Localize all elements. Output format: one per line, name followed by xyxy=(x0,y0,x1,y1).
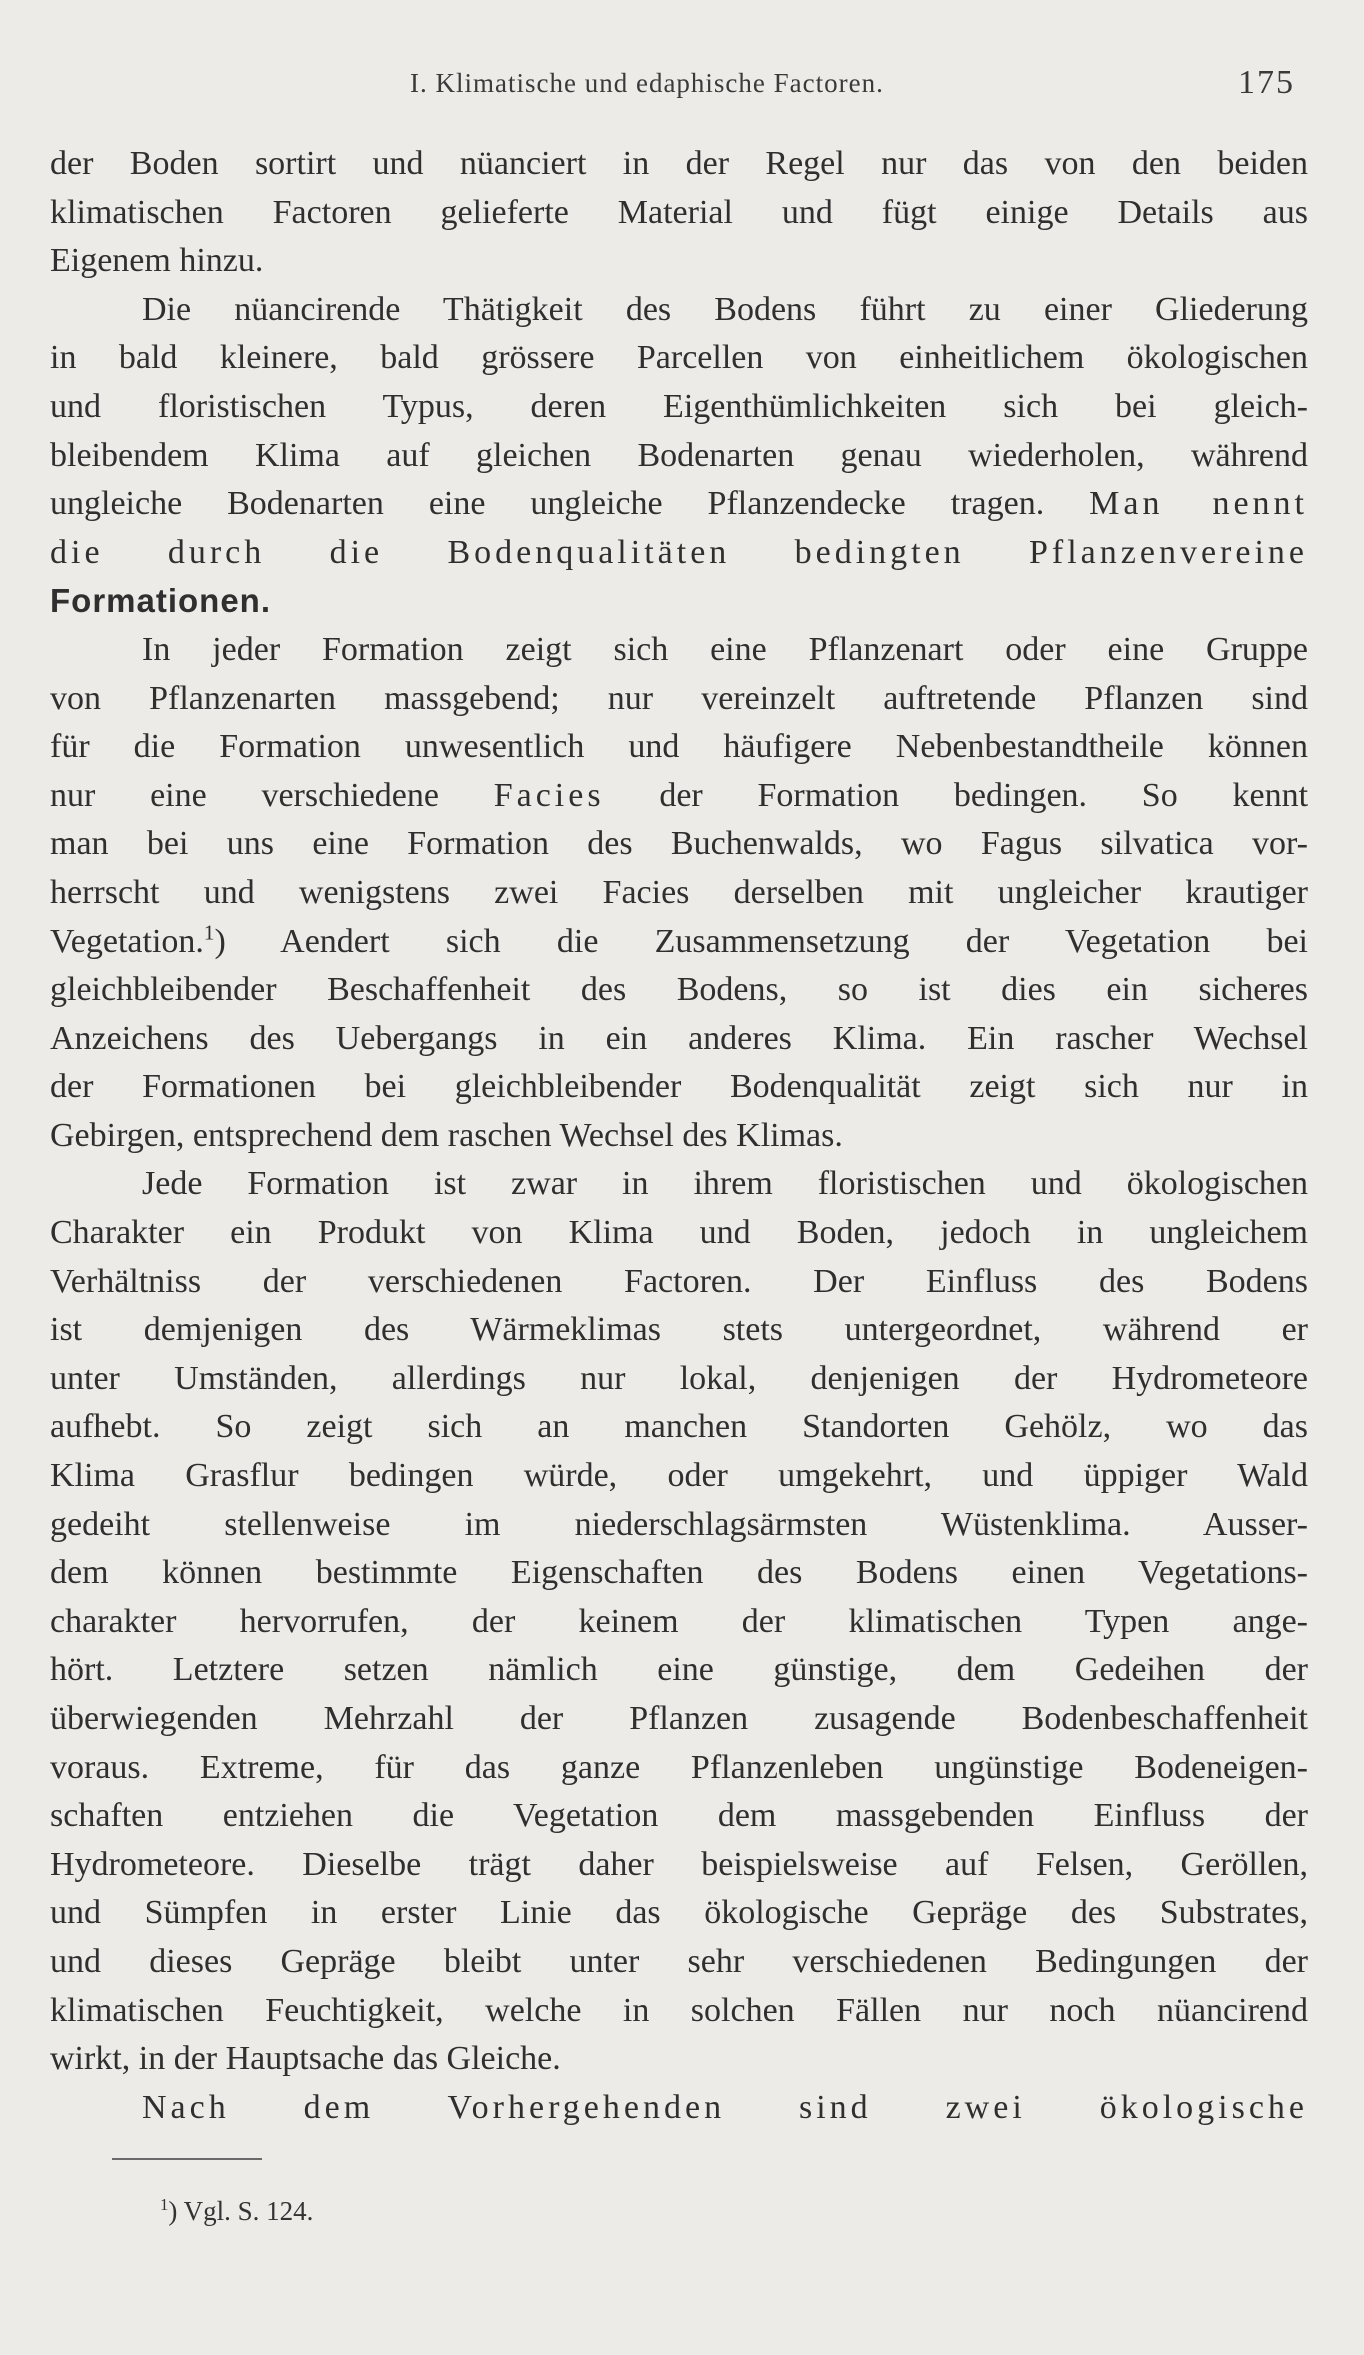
spaced-text: Facies xyxy=(493,776,605,814)
footnote-rule xyxy=(112,2158,262,2160)
text-line: klimatischen Factoren gelieferte Material und fügt einige Details aus xyxy=(50,193,1308,231)
text-line: Hydrometeore. Dieselbe trägt daher beispielsweise auf Felsen, Geröllen, xyxy=(50,1845,1308,1883)
text-line: Jede Formation ist zwar in ihrem floristischen und ökologischen xyxy=(142,1165,1308,1203)
spaced-text: Man nennt xyxy=(1089,485,1308,523)
text-line: Klima Grasflur bedingen würde, oder umgekehrt, und üppiger Wald xyxy=(50,1457,1308,1495)
text-line: Die nüancirende Thätigkeit des Bodens führt zu einer Gliederung xyxy=(142,290,1308,328)
text-line: gedeiht stellenweise im niederschlagsärmsten Wüstenklima. Ausser- xyxy=(50,1505,1308,1543)
text-line: der Boden sortirt und nüanciert in der Regel nur das von den beiden xyxy=(50,145,1308,182)
text-line: Charakter ein Produkt von Klima und Boden, jedoch in ungleichem xyxy=(50,1214,1308,1252)
footnote-mark: 1 xyxy=(160,2194,169,2214)
bold-term: Formationen. xyxy=(50,582,272,620)
text-line: wirkt, in der Hauptsache das Gleiche. xyxy=(50,2040,561,2078)
text-line: unter Umständen, allerdings nur lokal, denjenigen der Hydrometeore xyxy=(50,1359,1308,1397)
text-line: und floristischen Typus, deren Eigenthümlichkeiten sich bei gleich- xyxy=(50,387,1308,425)
text-segment: Vegetation. xyxy=(50,922,204,960)
running-head xyxy=(0,62,1364,112)
text-line xyxy=(50,772,1308,821)
text-line: und Sümpfen in erster Linie das ökologische Gepräge des Substrates, xyxy=(50,1894,1308,1932)
text-line: aufhebt. So zeigt sich an manchen Standorten Gehölz, wo das xyxy=(50,1408,1308,1446)
text-line: dem können bestimmte Eigenschaften des Bodens einen Vegetations- xyxy=(50,1554,1308,1592)
text-line: bleibendem Klima auf gleichen Bodenarten genau wiederholen, während xyxy=(50,436,1308,474)
text-line: von Pflanzenarten massgebend; nur vereinzelt auftretende Pflanzen sind xyxy=(50,679,1308,717)
text-line: Verhältniss der verschiedenen Factoren. Der Einfluss des Bodens xyxy=(50,1262,1308,1300)
text-line: und dieses Gepräge bleibt unter sehr verschiedenen Bedingungen der xyxy=(50,1942,1308,1980)
text-line xyxy=(50,480,1308,529)
text-segment: Aendert sich die Zusammensetzung der Vegetation bei xyxy=(280,922,1308,960)
page-number: 175 xyxy=(1238,64,1295,101)
text-line: Vegetation.$^1$) Aendert sich die Zusammensetzung der Vegetation bei xyxy=(50,919,1308,960)
footnote-text: ) Vgl. S. 124. xyxy=(168,2196,314,2226)
footnote-reference: 1 xyxy=(203,919,215,944)
text-line: gleichbleibender Beschaffenheit des Bodens, so ist dies ein sicheres xyxy=(50,971,1308,1009)
text-line: Eigenem hinzu. xyxy=(50,242,264,280)
text-line: klimatischen Feuchtigkeit, welche in solchen Fällen nur noch nüancirend xyxy=(50,1991,1308,2029)
text-line: herrscht und wenigstens zwei Facies derselben mit ungleicher krautiger xyxy=(50,873,1308,911)
text-line: ist demjenigen des Wärmeklimas stets untergeordnet, während er xyxy=(50,1311,1308,1349)
text-line: hört. Letztere setzen nämlich eine günstige, dem Gedeihen der xyxy=(50,1651,1308,1689)
text-line: überwiegenden Mehrzahl der Pflanzen zusagende Bodenbeschaffenheit xyxy=(50,1700,1308,1737)
text-line: der Formationen bei gleichbleibender Bodenqualität zeigt sich nur in xyxy=(50,1068,1308,1106)
text-line: man bei uns eine Formation des Buchenwalds, wo Fagus silvatica vor- xyxy=(50,825,1308,863)
text-line: In jeder Formation zeigt sich eine Pflanzenart oder eine Gruppe xyxy=(142,630,1308,668)
running-title: I. Klimatische und edaphische Factoren. xyxy=(410,68,884,98)
text-line: für die Formation unwesentlich und häufigere Nebenbestandtheile können xyxy=(50,728,1308,766)
text-line: voraus. Extreme, für das ganze Pflanzenleben ungünstige Bodeneigen- xyxy=(50,1748,1308,1786)
footnote xyxy=(160,2196,313,2227)
spaced-text-line: Nach dem Vorhergehenden sind zwei ökologische xyxy=(142,2088,1308,2126)
text-line: Anzeichens des Uebergangs in ein anderes Klima. Ein rascher Wechsel xyxy=(50,1019,1308,1057)
text-line: in bald kleinere, bald grössere Parcellen von einheitlichem ökologischen xyxy=(50,339,1308,377)
text-segment: ungleiche Bodenarten eine ungleiche Pflanzendecke tragen. xyxy=(50,485,1045,523)
text-line: schaften entziehen die Vegetation dem massgebenden Einfluss der xyxy=(50,1797,1308,1835)
text-line: Gebirgen, entsprechend dem raschen Wechsel des Klimas. xyxy=(50,1116,843,1154)
text-segment: der Formation bedingen. So kennt xyxy=(659,776,1309,814)
spaced-text-line: die durch die Bodenqualitäten bedingten Pflanzenvereine xyxy=(50,533,1308,571)
text-segment: nur eine verschiedene xyxy=(50,776,439,814)
body-text xyxy=(50,140,1308,2132)
text-line: charakter hervorrufen, der keinem der klimatischen Typen ange- xyxy=(50,1602,1308,1640)
